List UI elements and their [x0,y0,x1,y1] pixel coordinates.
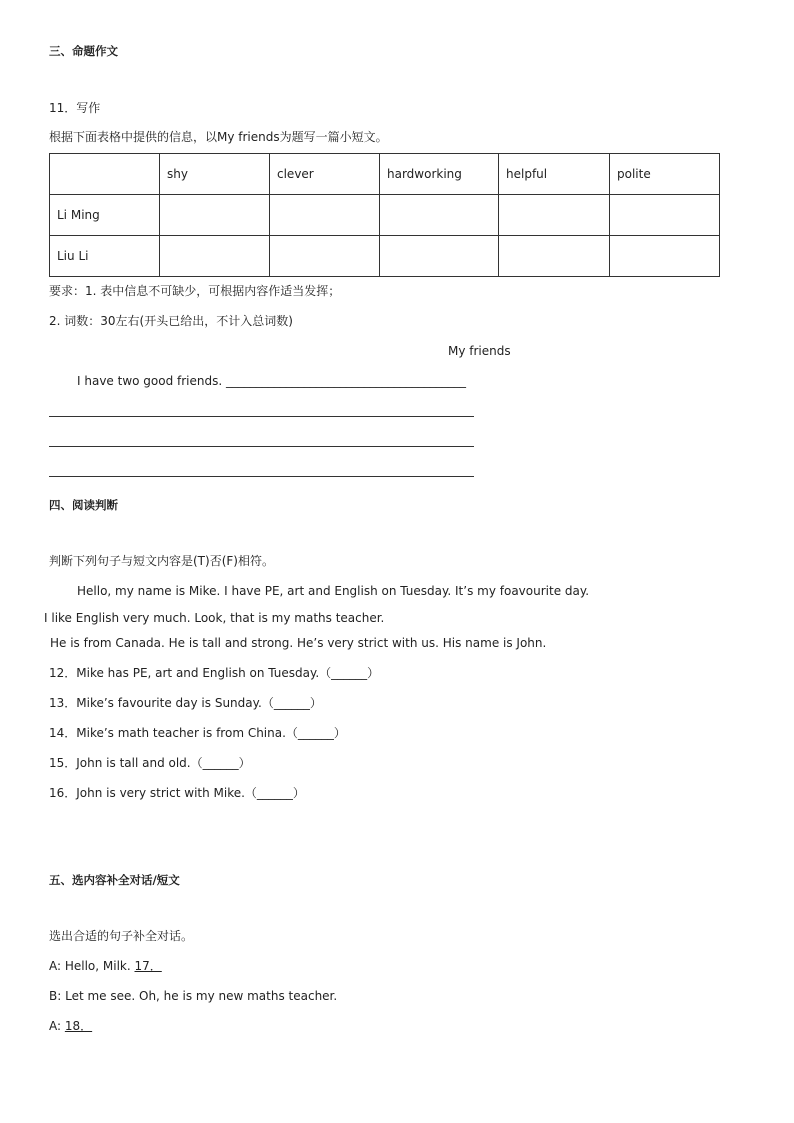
question-14: 14．Mike’s math teacher is from China.（______） [49,726,346,740]
passage-line: I like English very much. Look, that is my maths teacher. [44,611,385,625]
table-cell [50,154,160,195]
question-15: 15．John is tall and old.（______） [49,756,251,770]
info-table [49,153,720,277]
reading-instruction: 判断下列句子与短文内容是(T)否(F)相符。 [49,554,274,568]
requirement-2: 2. 词数：30左右(开头已给出，不计入总词数) [49,314,293,328]
question-16: 16．John is very strict with Mike.（______） [49,786,305,800]
writing-blank-line [49,476,474,477]
dialogue-line-b1: B: Let me see. Oh, he is my new maths teacher. [49,989,338,1003]
table-cell [270,195,380,236]
question-13: 13．Mike’s favourite day is Sunday.（______） [49,696,322,710]
section-heading-composition: 三、命题作文 [49,44,118,58]
table-cell [499,195,610,236]
writing-blank-line [49,446,474,447]
dialogue-speaker-text: A: [49,1019,65,1033]
section-heading-dialogue: 五、选内容补全对话/短文 [49,873,180,887]
table-cell [610,236,720,277]
passage-line: Hello, my name is Mike. I have PE, art and English on Tuesday. It’s my foavourite day. [77,584,590,598]
table-cell [270,236,380,277]
question-title-11: 11．写作 [49,101,101,115]
answer-blank-17: 17． [134,959,162,973]
table-header-cell: helpful [499,154,610,195]
table-header-cell: clever [270,154,380,195]
dialogue-line-a1 [49,960,162,972]
answer-blank-18: 18． [64,1019,93,1033]
writing-blank-line [49,416,474,417]
table-cell [160,236,270,277]
table-header-row [50,154,720,195]
table-cell [380,195,499,236]
essay-start: I have two good friends. ________________________________________ [77,374,466,388]
table-cell [499,236,610,277]
table-row [50,195,720,236]
table-row-label: Li Ming [50,195,160,236]
table-header-cell: polite [610,154,720,195]
table-row-label: Liu Li [50,236,160,277]
table-cell [160,195,270,236]
question-12: 12．Mike has PE, art and English on Tuesday.（______） [49,666,380,680]
passage-line: He is from Canada. He is tall and strong. He’s very strict with us. His name is John. [50,636,547,650]
table-row [50,236,720,277]
dialogue-instruction: 选出合适的句子补全对话。 [49,929,194,943]
dialogue-speaker-text: A: Hello, Milk. [49,959,135,973]
table-header-cell: shy [160,154,270,195]
essay-title: My friends [448,344,511,358]
requirement-1: 要求：1. 表中信息不可缺少，可根据内容作适当发挥； [49,284,341,298]
table-cell [380,236,499,277]
table-header-cell: hardworking [380,154,499,195]
dialogue-line-a2 [49,1020,92,1032]
section-heading-reading: 四、阅读判断 [49,498,118,512]
writing-instruction: 根据下面表格中提供的信息，以My friends为题写一篇小短文。 [49,130,388,144]
table-cell [610,195,720,236]
